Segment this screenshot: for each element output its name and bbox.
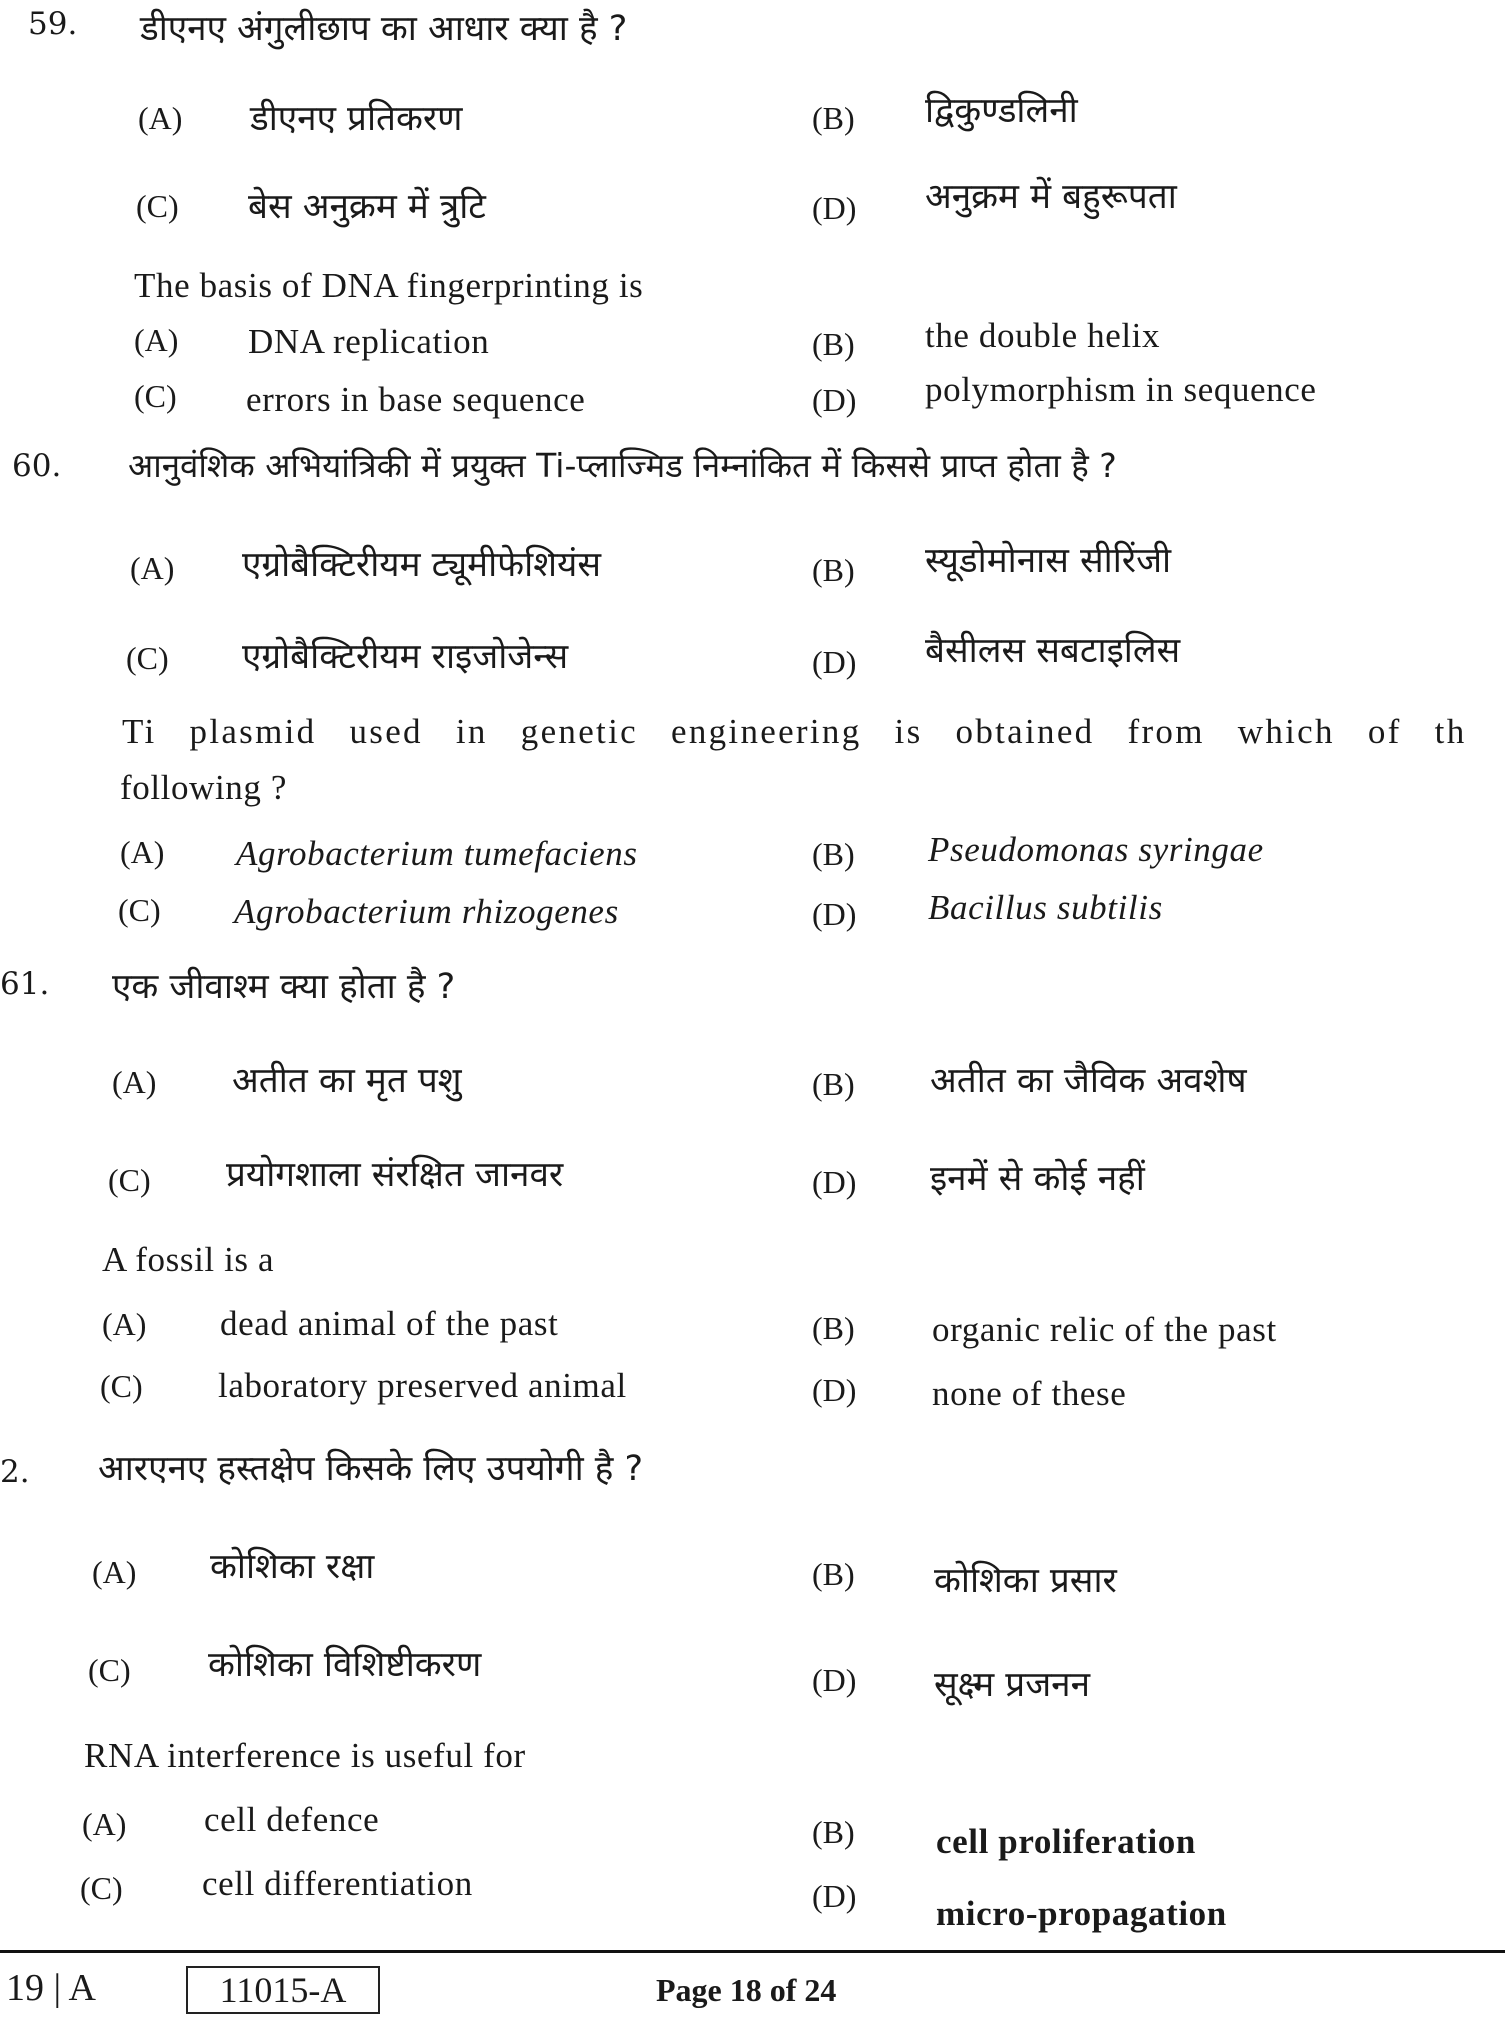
english-option-d: polymorphism in sequence (925, 370, 1317, 409)
question-hindi-stem: आनुवंशिक अभियांत्रिकी में प्रयुक्त Ti-प्लाज्मिड निम्नांकित में किससे प्राप्त होता है ? (128, 446, 1117, 485)
option-label-c: (C) (136, 188, 179, 224)
option-label-b: (B) (812, 836, 855, 872)
option-label-a: (A) (82, 1806, 127, 1842)
hindi-option-a: कोशिका रक्षा (210, 1547, 375, 1587)
hindi-option-d: सूक्ष्म प्रजनन (934, 1665, 1091, 1705)
option-label-c: (C) (88, 1652, 131, 1688)
hindi-option-a: एग्रोबैक्टिरीयम ट्यूमीफेशियंस (242, 545, 601, 585)
option-label-c: (C) (108, 1162, 151, 1198)
question-english-stem-line2: following ? (120, 768, 287, 807)
option-label-d: (D) (812, 382, 857, 418)
question-hindi-stem: आरएनए हस्तक्षेप किसके लिए उपयोगी है ? (98, 1449, 644, 1489)
question-hindi-stem: डीएनए अंगुलीछाप का आधार क्या है ? (140, 9, 628, 49)
english-option-d: micro-propagation (936, 1894, 1227, 1933)
english-option-a: dead animal of the past (220, 1304, 559, 1343)
footer-rule (0, 1950, 1505, 1953)
option-label-b: (B) (812, 1066, 855, 1102)
question-number: 2. (0, 1454, 30, 1490)
question-english-stem: The basis of DNA fingerprinting is (134, 266, 644, 305)
question-english-stem: A fossil is a (102, 1240, 275, 1279)
option-label-a: (A) (92, 1554, 137, 1590)
english-option-b: organic relic of the past (932, 1310, 1277, 1349)
english-option-d: none of these (932, 1374, 1127, 1413)
option-label-d: (D) (812, 1164, 857, 1200)
question-english-stem: RNA interference is useful for (84, 1736, 526, 1775)
option-label-d: (D) (812, 1662, 857, 1698)
option-label-a: (A) (102, 1306, 147, 1342)
hindi-option-b: अतीत का जैविक अवशेष (930, 1061, 1247, 1101)
option-label-a: (A) (112, 1064, 157, 1100)
option-label-b: (B) (812, 1556, 855, 1592)
option-label-a: (A) (134, 322, 179, 358)
option-label-c: (C) (80, 1870, 123, 1906)
english-option-b: the double helix (925, 316, 1161, 355)
english-option-c: laboratory preserved animal (218, 1366, 627, 1405)
hindi-option-b: द्विकुण्डलिनी (925, 91, 1078, 131)
english-option-a: DNA replication (248, 322, 490, 361)
option-label-c: (C) (126, 640, 169, 676)
option-label-b: (B) (812, 552, 855, 588)
option-label-c: (C) (134, 378, 177, 414)
hindi-option-a: डीएनए प्रतिकरण (250, 99, 463, 139)
hindi-option-b: कोशिका प्रसार (934, 1561, 1117, 1601)
option-label-d: (D) (812, 896, 857, 932)
option-label-a: (A) (138, 100, 183, 136)
option-label-d: (D) (812, 644, 857, 680)
english-option-c: errors in base sequence (246, 380, 586, 419)
option-label-b: (B) (812, 1814, 855, 1850)
hindi-option-c: एग्रोबैक्टिरीयम राइजोजेन्स (242, 637, 569, 677)
english-option-b: Pseudomonas syringae (928, 830, 1264, 869)
english-option-a: cell defence (204, 1800, 380, 1839)
hindi-option-d: बैसीलस सबटाइलिस (925, 631, 1181, 671)
option-label-d: (D) (812, 190, 857, 226)
hindi-option-a: अतीत का मृत पशु (232, 1061, 462, 1101)
option-label-c: (C) (100, 1368, 143, 1404)
question-hindi-stem: एक जीवाश्म क्या होता है ? (112, 967, 456, 1007)
hindi-option-c: प्रयोगशाला संरक्षित जानवर (226, 1155, 564, 1195)
hindi-option-d: इनमें से कोई नहीं (930, 1159, 1145, 1199)
hindi-option-c: बेस अनुक्रम में त्रुटि (248, 187, 486, 227)
question-number: 60. (12, 448, 62, 484)
footer-paper-code: 11015-A (186, 1966, 380, 2014)
option-label-b: (B) (812, 326, 855, 362)
footer-left-code: 19 | A (6, 1967, 96, 2009)
english-option-b: cell proliferation (936, 1822, 1196, 1861)
english-option-a: Agrobacterium tumefaciens (236, 834, 638, 873)
english-option-c: Agrobacterium rhizogenes (234, 892, 619, 931)
option-label-d: (D) (812, 1372, 857, 1408)
option-label-d: (D) (812, 1878, 857, 1914)
question-number: 59. (28, 6, 78, 42)
option-label-b: (B) (812, 1310, 855, 1346)
footer-page-number: Page 18 of 24 (656, 1972, 837, 2008)
hindi-option-b: स्यूडोमोनास सीरिंजी (925, 541, 1172, 581)
option-label-a: (A) (120, 834, 165, 870)
hindi-option-d: अनुक्रम में बहुरूपता (925, 177, 1177, 217)
question-english-stem-line1: Ti plasmid used in genetic engineering is obtained from which of th (122, 712, 1467, 751)
english-option-d: Bacillus subtilis (928, 888, 1163, 927)
option-label-b: (B) (812, 100, 855, 136)
option-label-c: (C) (118, 892, 161, 928)
question-number: 61. (0, 966, 50, 1002)
option-label-a: (A) (130, 550, 175, 586)
hindi-option-c: कोशिका विशिष्टीकरण (208, 1645, 482, 1685)
english-option-c: cell differentiation (202, 1864, 473, 1903)
